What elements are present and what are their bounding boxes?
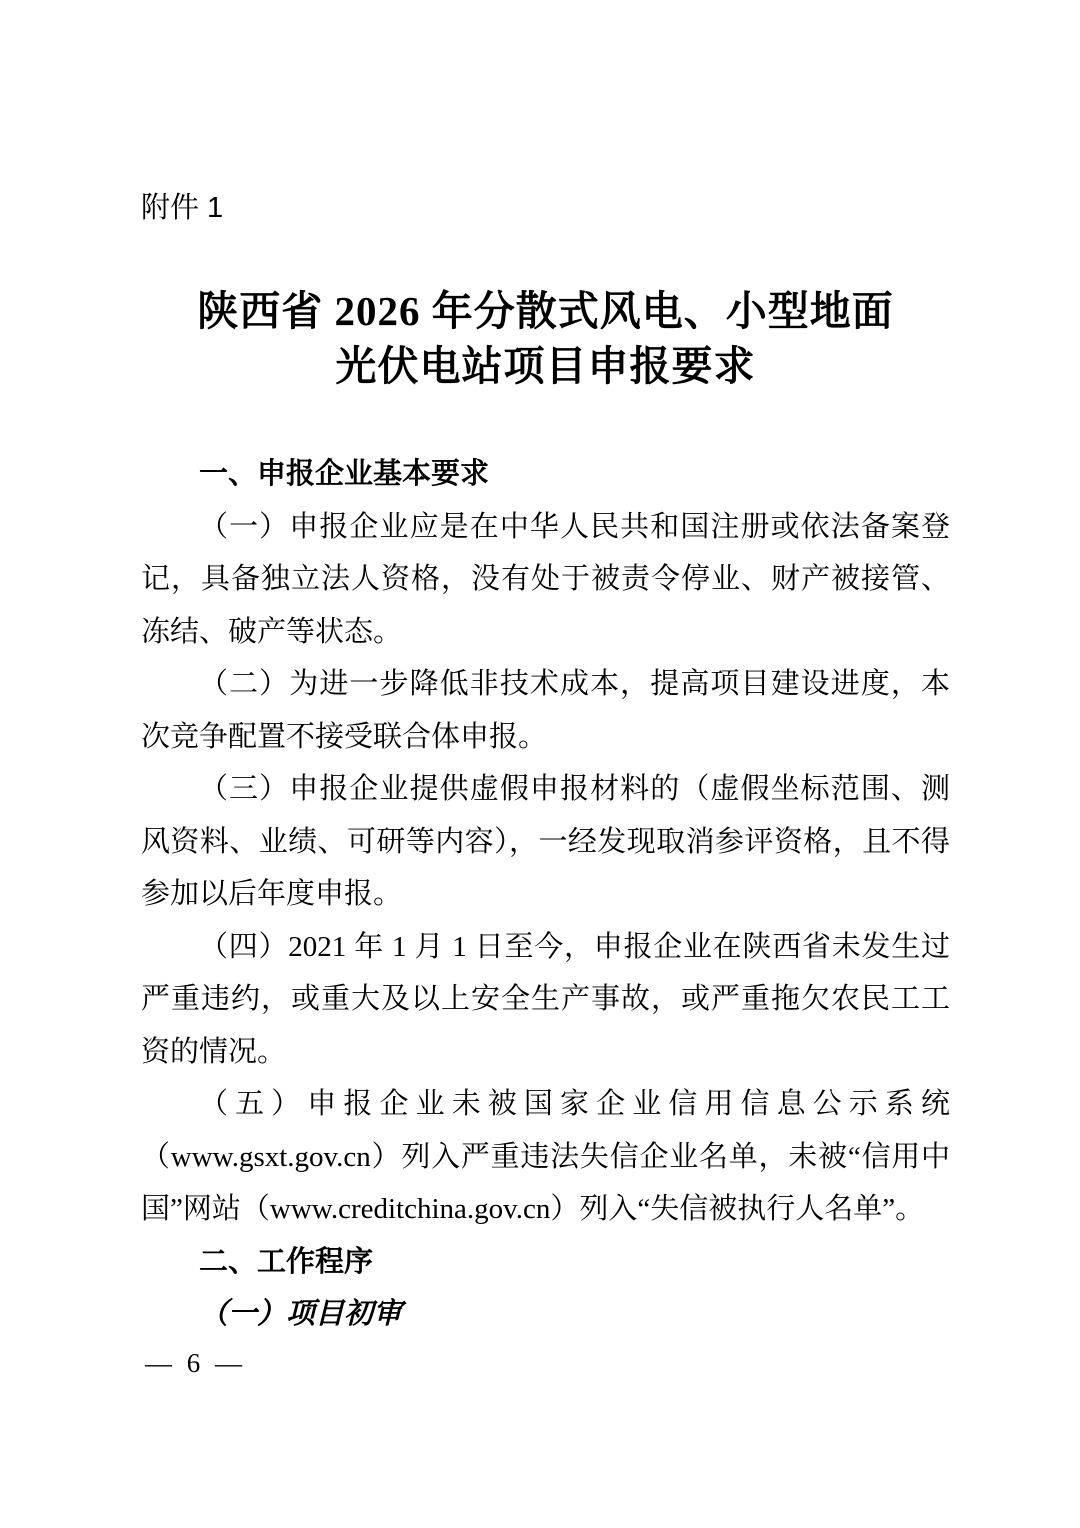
- section-heading-2-work-procedure: 二、工作程序: [199, 1245, 374, 1278]
- paragraph-requirement-3: （三）申报企业提供虚假申报材料的（虚假坐标范围、测风资料、业绩、可研等内容），一经发现取消参评资格，且不得参加以后年度申报。: [141, 773, 950, 910]
- document-body: [141, 448, 950, 1341]
- document-title-line-2: 光伏电站项目申报要求: [335, 343, 756, 389]
- paragraph-requirement-2: （二）为进一步降低非技术成本，提高项目建设进度，本次竞争配置不接受联合体申报。: [141, 668, 950, 753]
- document-title-line-1: 陕西省 2026 年分散式风电、小型地面: [197, 288, 894, 334]
- document-title: [141, 284, 950, 394]
- subsection-heading-project-preliminary-review: （一）项目初审: [199, 1298, 403, 1330]
- page-number: — 6 —: [145, 1348, 246, 1378]
- paragraph-requirement-5: （五）申报企业未被国家企业信用信息公示系统（www.gsxt.gov.cn）列入严重违法失信企业名单，未被“信用中国”网站（www.creditchina.gov.cn）列入“失信被执行人名单”。: [141, 1088, 950, 1225]
- section-heading-1-basic-requirements: 一、申报企业基本要求: [199, 458, 490, 490]
- paragraph-requirement-1: （一）申报企业应是在中华人民共和国注册或依法备案登记，具备独立法人资格，没有处于被责令停业、财产被接管、冻结、破产等状态。: [141, 510, 950, 648]
- page-margin-box: [0, 190, 1080, 1341]
- paragraph-requirement-4: （四）2021 年 1 月 1 日至今，申报企业在陕西省未发生过严重违约，或重大及以上安全生产事故，或严重拖欠农民工工资的情况。: [141, 930, 950, 1068]
- attachment-label: 附件 1: [141, 192, 224, 224]
